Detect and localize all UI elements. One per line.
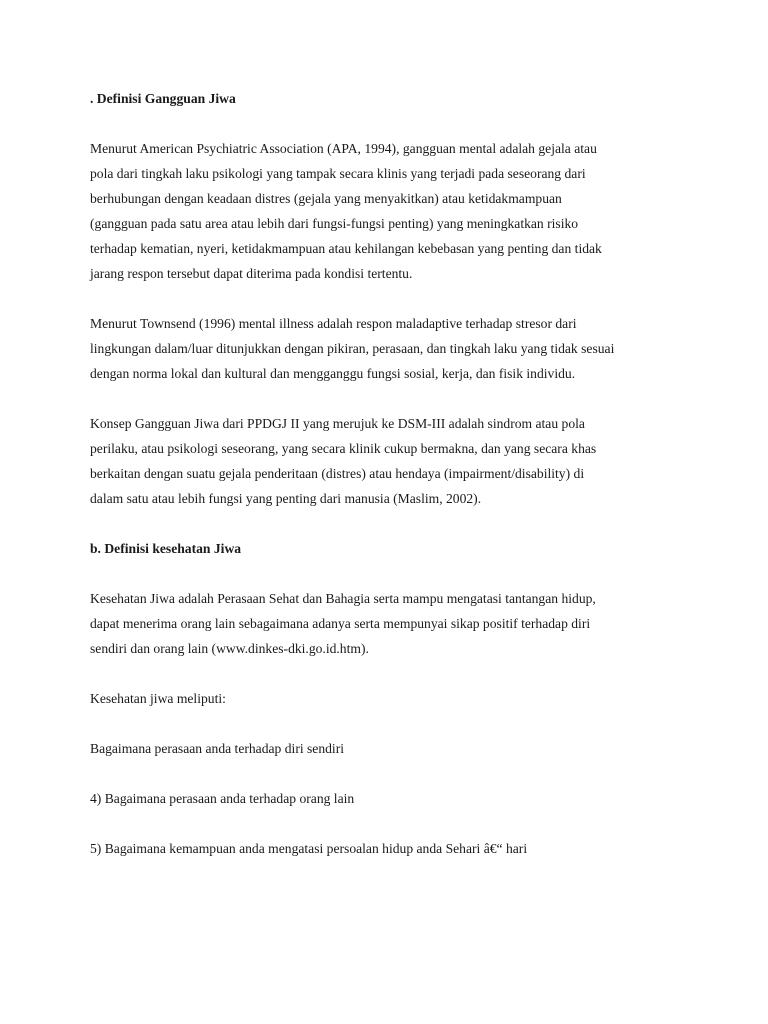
text-line: berkaitan dengan suatu gejala penderitaan (distres) atau hendaya (impairment/disability) di [90, 466, 585, 481]
text-line: lingkungan dalam/luar ditunjukkan dengan pikiran, perasaan, dan tingkah laku yang tidak sesuai [90, 341, 615, 356]
heading-definisi-kesehatan-jiwa: b. Definisi kesehatan Jiwa [90, 541, 242, 556]
text-line: dapat menerima orang lain sebagaimana adanya serta mempunyai sikap positif terhadap diri [90, 616, 591, 631]
text-line: Menurut American Psychiatric Association (APA, 1994), gangguan mental adalah gejala atau [90, 141, 597, 156]
list-item-orang-lain: 4) Bagaimana perasaan anda terhadap orang lain [90, 791, 355, 806]
text-line: (gangguan pada satu area atau lebih dari fungsi-fungsi penting) yang meningkatkan risiko [90, 216, 579, 231]
text-line: Kesehatan Jiwa adalah Perasaan Sehat dan Bahagia serta mampu mengatasi tantangan hidup, [90, 591, 596, 606]
text-line: terhadap kematian, nyeri, ketidakmampuan atau kehilangan kebebasan yang penting dan tidak [90, 241, 602, 256]
text-line: dengan norma lokal dan kultural dan mengganggu fungsi sosial, kerja, dan fisik individu. [90, 366, 576, 381]
text-line: dalam satu atau lebih fungsi yang penting dari manusia (Maslim, 2002). [90, 491, 482, 506]
list-item-persoalan-hidup: 5) Bagaimana kemampuan anda mengatasi persoalan hidup anda Sehari â€“ hari [90, 841, 528, 856]
text-line: Konsep Gangguan Jiwa dari PPDGJ II yang merujuk ke DSM-III adalah sindrom atau pola [90, 416, 585, 431]
paragraph-kesehatan-jiwa-meliputi: Kesehatan jiwa meliputi: [90, 691, 226, 706]
text-line: jarang respon tersebut dapat diterima pada kondisi tertentu. [90, 266, 413, 281]
text-line: pola dari tingkah laku psikologi yang tampak secara klinis yang terjadi pada seseorang dari [90, 166, 586, 181]
text-line: berhubungan dengan keadaan distres (gejala yang menyakitkan) atau ketidakmampuan [90, 191, 562, 206]
paragraph-ppdgj-definition [90, 411, 690, 511]
paragraph-apa-definition [90, 136, 690, 286]
text-line: perilaku, atau psikologi seseorang, yang secara klinik cukup bermakna, dan yang secara khas [90, 441, 597, 456]
text-line: sendiri dan orang lain (www.dinkes-dki.go.id.htm). [90, 641, 369, 656]
list-item-diri-sendiri: Bagaimana perasaan anda terhadap diri sendiri [90, 741, 345, 756]
paragraph-kesehatan-jiwa [90, 586, 690, 661]
document-page [90, 86, 690, 886]
heading-definisi-gangguan-jiwa: . Definisi Gangguan Jiwa [90, 91, 236, 106]
text-line: Menurut Townsend (1996) mental illness adalah respon maladaptive terhadap stresor dari [90, 316, 577, 331]
paragraph-townsend-definition [90, 311, 690, 386]
